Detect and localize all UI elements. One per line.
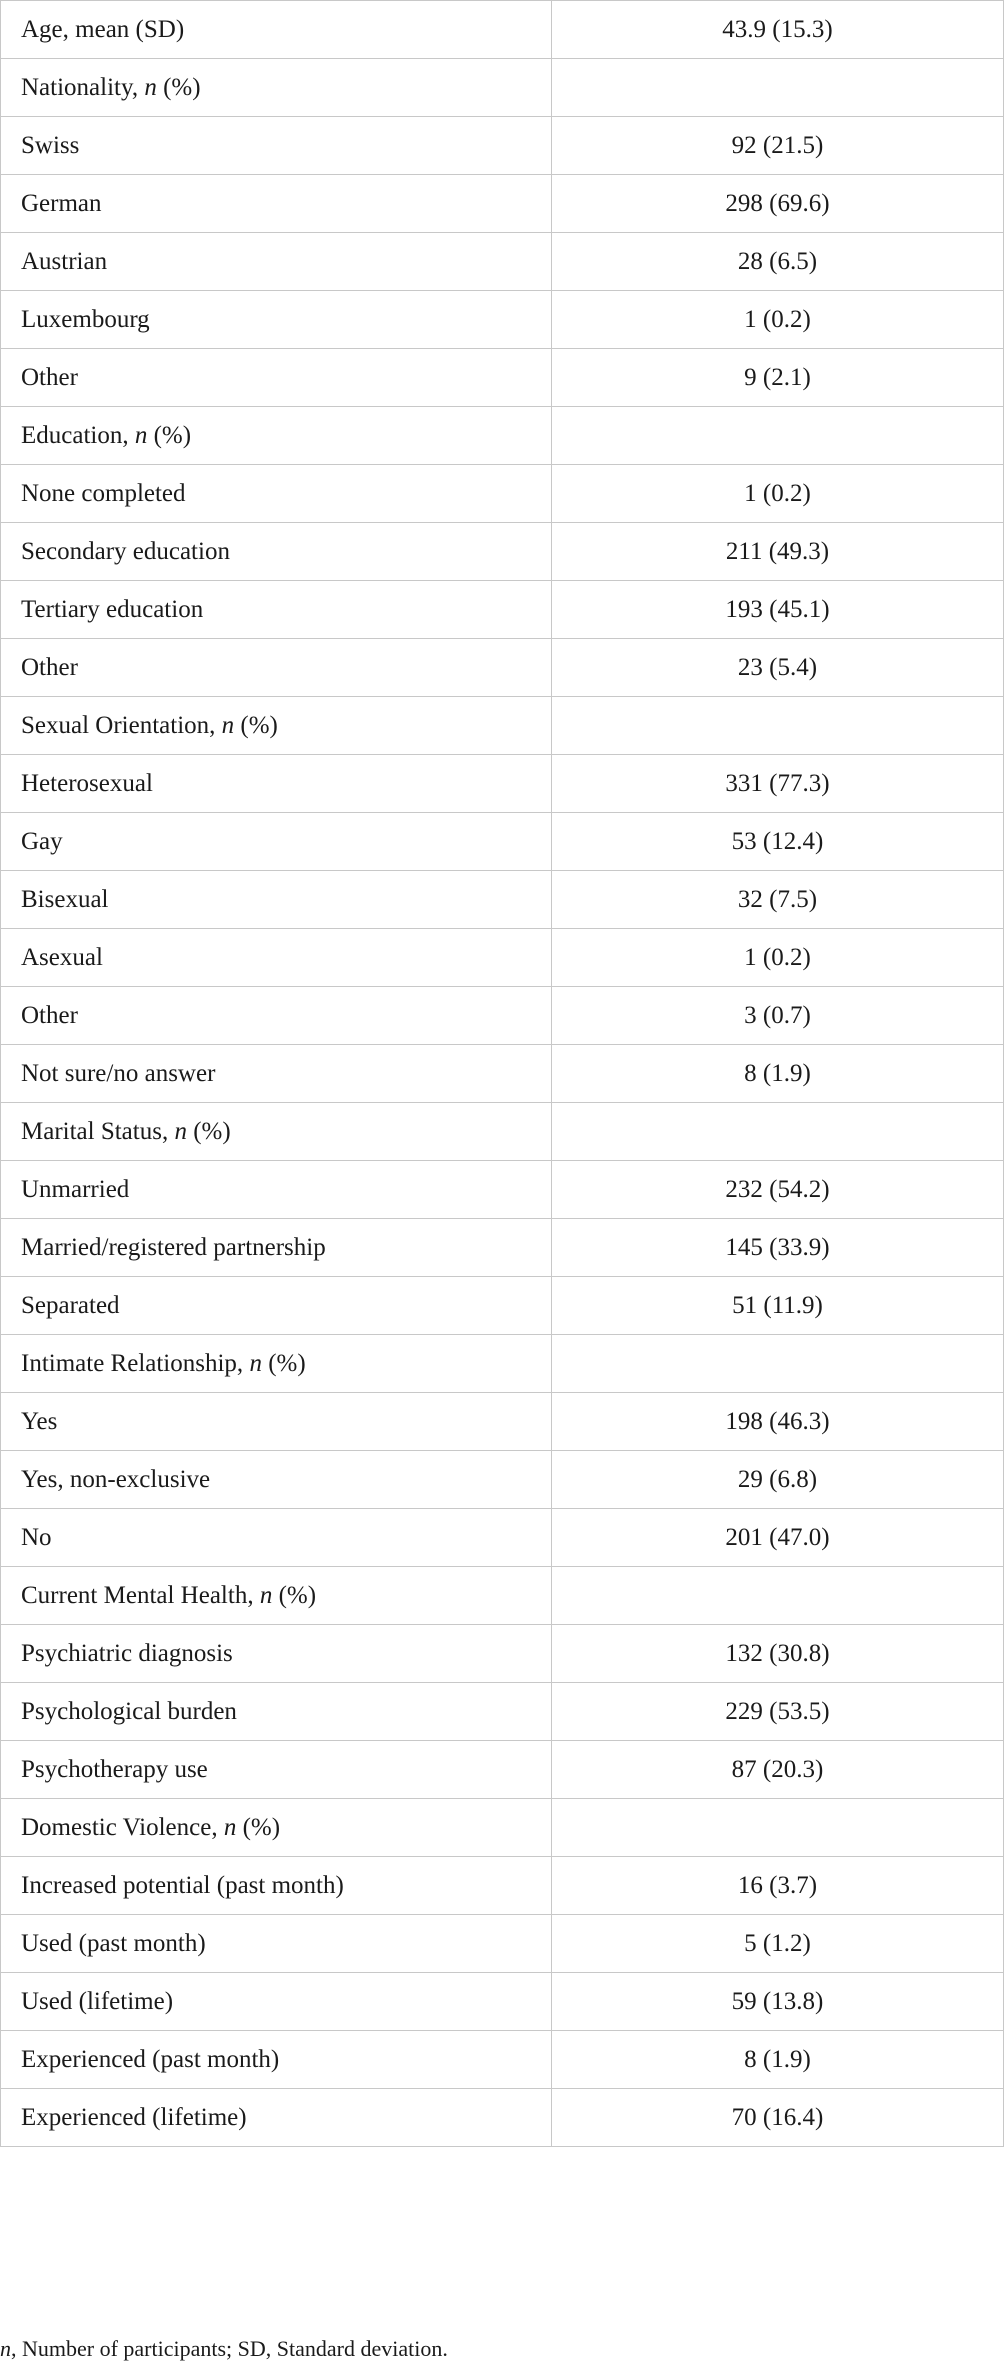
row-label — [1, 1, 552, 59]
row-label-text: Austrian — [21, 248, 108, 275]
row-label — [1, 1915, 552, 1973]
section-label — [1, 1103, 552, 1161]
table-row — [1, 1857, 1004, 1915]
row-value: 92 (21.5) — [552, 117, 1004, 175]
row-label-suffix: (%) — [261, 1350, 306, 1377]
row-label — [1, 233, 552, 291]
row-value: 16 (3.7) — [552, 1857, 1004, 1915]
row-value: 132 (30.8) — [552, 1625, 1004, 1683]
row-label — [1, 871, 552, 929]
footnote-n-symbol: n — [0, 2336, 11, 2361]
table-section-header-row — [1, 1567, 1004, 1625]
row-value: 59 (13.8) — [552, 1973, 1004, 2031]
row-label-text: Intimate Relationship, — [21, 1350, 250, 1377]
row-label — [1, 1973, 552, 2031]
row-label-text: None completed — [21, 480, 186, 507]
row-label — [1, 987, 552, 1045]
row-label — [1, 117, 552, 175]
footnote-text: , Number of participants; SD, Standard deviation. — [11, 2336, 448, 2361]
row-label-text: Nationality, — [21, 74, 145, 101]
row-label-text: Domestic Violence, — [21, 1814, 224, 1841]
row-label — [1, 1741, 552, 1799]
table-row — [1, 1625, 1004, 1683]
row-label-text: Other — [21, 364, 78, 391]
row-label — [1, 1219, 552, 1277]
table-row — [1, 2031, 1004, 2089]
row-value: 1 (0.2) — [552, 465, 1004, 523]
section-label — [1, 59, 552, 117]
table-row — [1, 639, 1004, 697]
row-label — [1, 291, 552, 349]
row-label-n-symbol: n — [221, 712, 235, 739]
row-value: 8 (1.9) — [552, 2031, 1004, 2089]
row-label — [1, 1045, 552, 1103]
row-label — [1, 1509, 552, 1567]
row-label-text: Used (lifetime) — [21, 1988, 174, 2015]
row-label — [1, 1277, 552, 1335]
table-row — [1, 1, 1004, 59]
table-row — [1, 2089, 1004, 2147]
table-row — [1, 523, 1004, 581]
row-label-text: Psychological burden — [21, 1698, 237, 1725]
row-value: 201 (47.0) — [552, 1509, 1004, 1567]
table-row — [1, 1451, 1004, 1509]
row-value: 23 (5.4) — [552, 639, 1004, 697]
row-label-suffix: (%) — [186, 1118, 231, 1145]
row-label-text: Heterosexual — [21, 770, 153, 797]
section-label — [1, 407, 552, 465]
table-row — [1, 465, 1004, 523]
row-label-text: Experienced (past month) — [21, 2046, 280, 2073]
row-value: 32 (7.5) — [552, 871, 1004, 929]
row-value — [552, 407, 1004, 465]
table-row — [1, 1393, 1004, 1451]
row-label — [1, 581, 552, 639]
row-value: 198 (46.3) — [552, 1393, 1004, 1451]
table-row — [1, 291, 1004, 349]
row-value: 87 (20.3) — [552, 1741, 1004, 1799]
table-row — [1, 1973, 1004, 2031]
row-label — [1, 639, 552, 697]
row-label-text: Psychotherapy use — [21, 1756, 208, 1783]
row-label-suffix: (%) — [147, 422, 192, 449]
row-label — [1, 1161, 552, 1219]
table-row — [1, 581, 1004, 639]
table-row — [1, 233, 1004, 291]
row-label — [1, 1683, 552, 1741]
row-value — [552, 59, 1004, 117]
row-label — [1, 813, 552, 871]
section-label — [1, 697, 552, 755]
row-value: 145 (33.9) — [552, 1219, 1004, 1277]
row-value: 193 (45.1) — [552, 581, 1004, 639]
row-label — [1, 1857, 552, 1915]
section-label — [1, 1567, 552, 1625]
row-value: 232 (54.2) — [552, 1161, 1004, 1219]
table-row — [1, 813, 1004, 871]
row-label-text: Not sure/no answer — [21, 1060, 216, 1087]
row-label-text: Other — [21, 654, 78, 681]
row-label — [1, 523, 552, 581]
row-label-text: Sexual Orientation, — [21, 712, 222, 739]
row-label-text: Experienced (lifetime) — [21, 2104, 247, 2131]
row-label-text: Used (past month) — [21, 1930, 206, 1957]
table-row — [1, 117, 1004, 175]
table-row — [1, 1683, 1004, 1741]
row-label-text: Married/registered partnership — [21, 1234, 326, 1261]
row-value: 3 (0.7) — [552, 987, 1004, 1045]
row-label-text: No — [21, 1524, 52, 1551]
row-value — [552, 1103, 1004, 1161]
row-value: 9 (2.1) — [552, 349, 1004, 407]
row-label — [1, 755, 552, 813]
row-label-suffix: (%) — [272, 1582, 317, 1609]
table-row — [1, 1219, 1004, 1277]
table-row — [1, 755, 1004, 813]
row-value: 70 (16.4) — [552, 2089, 1004, 2147]
row-value: 1 (0.2) — [552, 291, 1004, 349]
row-label — [1, 1625, 552, 1683]
row-label-n-symbol: n — [223, 1814, 237, 1841]
table-section-header-row — [1, 1799, 1004, 1857]
row-label-n-symbol: n — [259, 1582, 273, 1609]
row-label-text: Increased potential (past month) — [21, 1872, 344, 1899]
table-row — [1, 1509, 1004, 1567]
table-row — [1, 1161, 1004, 1219]
table-row — [1, 1277, 1004, 1335]
row-label-text: Separated — [21, 1292, 120, 1319]
row-label-text: Marital Status, — [21, 1118, 175, 1145]
row-value: 53 (12.4) — [552, 813, 1004, 871]
row-label-text: Yes, non-exclusive — [21, 1466, 211, 1493]
row-value: 43.9 (15.3) — [552, 1, 1004, 59]
row-label-text: Other — [21, 1002, 78, 1029]
row-label-text: German — [21, 190, 102, 217]
row-label-text: Psychiatric diagnosis — [21, 1640, 233, 1667]
row-label-suffix: (%) — [236, 1814, 281, 1841]
row-label-text: Current Mental Health, — [21, 1582, 260, 1609]
row-value: 29 (6.8) — [552, 1451, 1004, 1509]
section-label — [1, 1799, 552, 1857]
row-label-text: Swiss — [21, 132, 80, 159]
row-label — [1, 349, 552, 407]
table-footnote — [0, 2336, 448, 2362]
row-value — [552, 1567, 1004, 1625]
row-label — [1, 1451, 552, 1509]
table-body — [1, 1, 1004, 2147]
row-value: 8 (1.9) — [552, 1045, 1004, 1103]
row-value: 229 (53.5) — [552, 1683, 1004, 1741]
row-label-text: Education, — [21, 422, 135, 449]
table-row — [1, 871, 1004, 929]
row-label-n-symbol: n — [249, 1350, 262, 1377]
row-value — [552, 1799, 1004, 1857]
row-value: 5 (1.2) — [552, 1915, 1004, 1973]
row-value: 28 (6.5) — [552, 233, 1004, 291]
row-label-text: Secondary education — [21, 538, 230, 565]
table-row — [1, 987, 1004, 1045]
table-section-header-row — [1, 407, 1004, 465]
row-label-n-symbol: n — [144, 74, 157, 101]
row-label — [1, 1393, 552, 1451]
row-label — [1, 175, 552, 233]
row-label-text: Yes — [21, 1408, 58, 1435]
row-label-text: Age, mean (SD) — [21, 16, 185, 43]
row-label — [1, 929, 552, 987]
row-label-text: Unmarried — [21, 1176, 130, 1203]
table-row — [1, 1045, 1004, 1103]
table-section-header-row — [1, 1103, 1004, 1161]
row-value: 211 (49.3) — [552, 523, 1004, 581]
row-label-suffix: (%) — [156, 74, 201, 101]
row-label-suffix: (%) — [234, 712, 278, 739]
table-section-header-row — [1, 59, 1004, 117]
table-row — [1, 929, 1004, 987]
table-row — [1, 349, 1004, 407]
table-row — [1, 1741, 1004, 1799]
row-label — [1, 2089, 552, 2147]
row-label-text: Asexual — [21, 944, 103, 971]
row-value: 331 (77.3) — [552, 755, 1004, 813]
row-value — [552, 1335, 1004, 1393]
row-label-text: Luxembourg — [21, 306, 150, 333]
section-label — [1, 1335, 552, 1393]
table-section-header-row — [1, 697, 1004, 755]
table-section-header-row — [1, 1335, 1004, 1393]
row-label-text: Bisexual — [21, 886, 109, 913]
row-label-text: Gay — [21, 828, 63, 855]
row-value: 51 (11.9) — [552, 1277, 1004, 1335]
row-label-n-symbol: n — [174, 1118, 187, 1145]
table-row — [1, 1915, 1004, 1973]
row-value: 298 (69.6) — [552, 175, 1004, 233]
row-value — [552, 697, 1004, 755]
row-label-n-symbol: n — [134, 422, 148, 449]
row-label — [1, 2031, 552, 2089]
table-row — [1, 175, 1004, 233]
row-label — [1, 465, 552, 523]
row-value: 1 (0.2) — [552, 929, 1004, 987]
row-label-text: Tertiary education — [21, 596, 204, 623]
